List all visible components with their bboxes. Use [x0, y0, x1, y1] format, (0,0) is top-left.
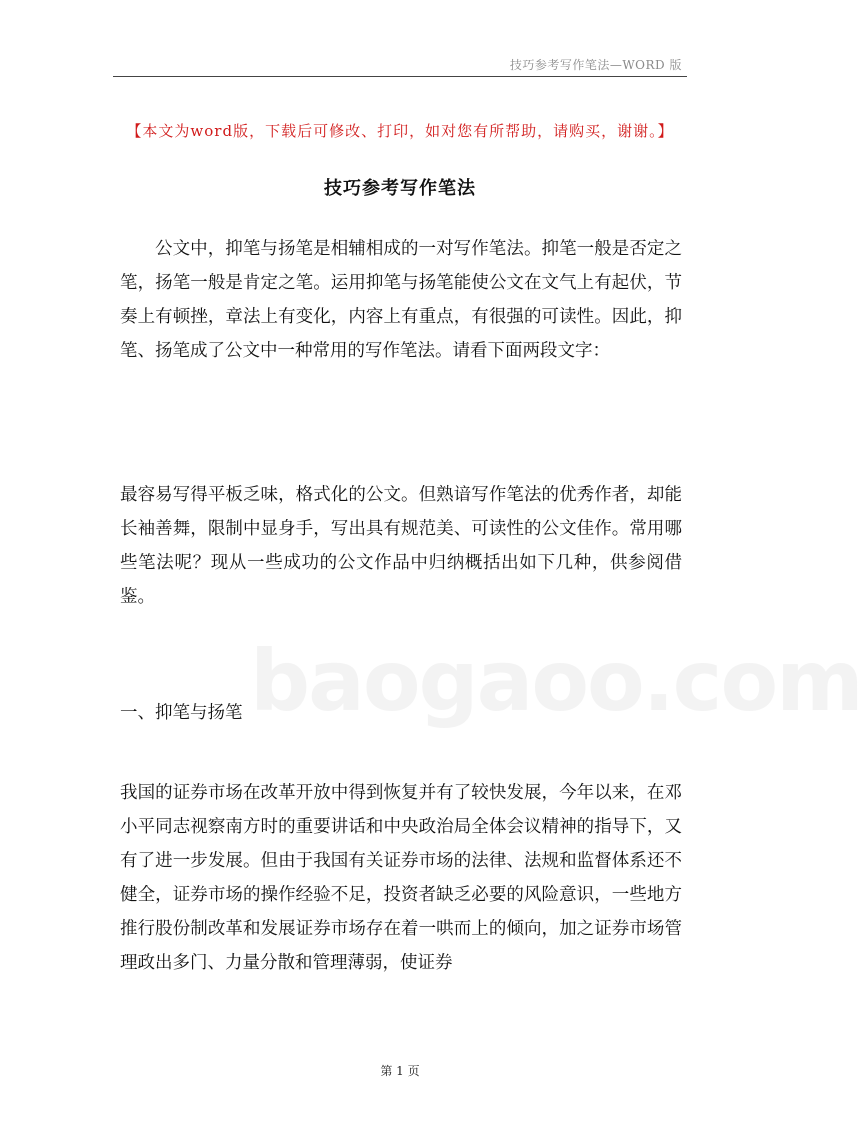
section-heading: 一、抑笔与扬笔	[120, 703, 243, 723]
watermark: baogaoo.com	[250, 632, 862, 730]
page-number: 第 1 页	[380, 1064, 420, 1078]
paragraph-second: 最容易写得平板乏味，格式化的公文。但熟谙写作笔法的优秀作者，却能长袖善舞，限制中显身手，写出具有规范美、可读性的公文佳作。常用哪些笔法呢？现从一些成功的公文作品中归纳概括出如下几种，供参阅借鉴。	[120, 485, 682, 607]
paragraph-example: 我国的证券市场在改革开放中得到恢复并有了较快发展，今年以来，在邓小平同志视察南方时的重要讲话和中央政治局全体会议精神的指导下，又有了进一步发展。但由于我国有关证券市场的法律、法规和监督体系还不健全，证券市场的操作经验不足，投资者缺乏必要的风险意识，一些地方推行股份制改革和发展证券市场存在着一哄而上的倾向，加之证券市场管理政出多门、力量分散和管理薄弱，使证券	[120, 783, 682, 973]
document-title: 技巧参考写作笔法	[324, 178, 476, 199]
page-header: 技巧参考写作笔法—WORD 版	[509, 58, 682, 72]
download-notice: 【本文为word版，下载后可修改、打印，如对您有所帮助，请购买，谢谢。】	[126, 122, 674, 140]
header-divider	[113, 76, 687, 77]
paragraph-intro: 公文中，抑笔与扬笔是相辅相成的一对写作笔法。抑笔一般是否定之笔，扬笔一般是肯定之笔。运用抑笔与扬笔能使公文在文气上有起伏，节奏上有顿挫，章法上有变化，内容上有重点，有很强的可读性。因此，抑笔、扬笔成了公文中一种常用的写作笔法。请看下面两段文字：	[120, 239, 682, 361]
